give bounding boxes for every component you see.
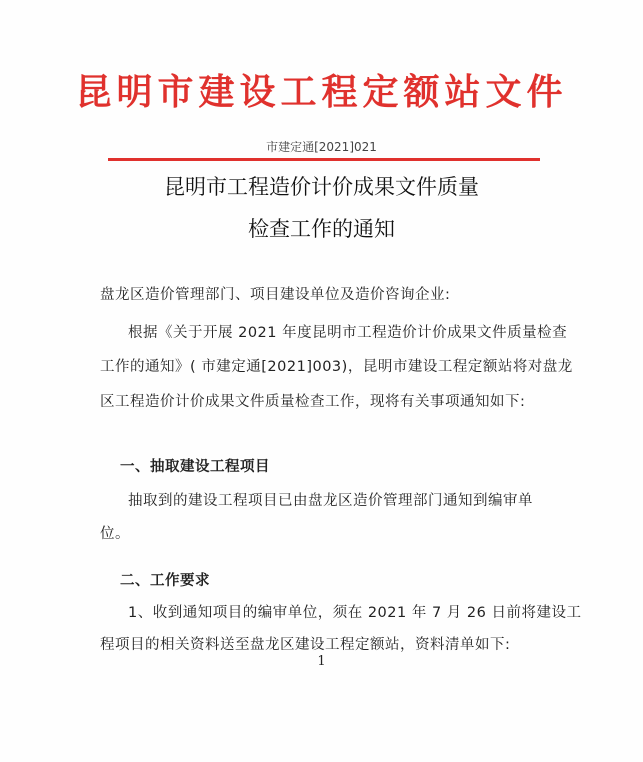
org-banner: 昆明市建设工程定额站文件 (75, 71, 568, 113)
doc-number: 市建定通[2021]021 (266, 140, 377, 154)
salutation: 盘龙区造价管理部门、项目建设单位及造价咨询企业: (100, 287, 451, 303)
section2-line-1: 1、收到通知项目的编审单位，须在 2021 年 7 月 26 日前将建设工 (128, 605, 582, 621)
section2-heading: 二、工作要求 (120, 573, 210, 589)
red-divider (108, 158, 540, 161)
page-number: 1 (317, 654, 326, 669)
doc-title-line1: 昆明市工程造价计价成果文件质量 (164, 175, 479, 199)
section2-line-2: 程项目的相关资料送至盘龙区建设工程定额站，资料清单如下: (100, 637, 511, 653)
section1-heading: 一、抽取建设工程项目 (120, 459, 270, 475)
intro-line-1: 根据《关于开展 2021 年度昆明市工程造价计价成果文件质量检查 (128, 325, 568, 341)
doc-title-line2: 检查工作的通知 (248, 217, 395, 241)
intro-line-2: 工作的通知》( 市建定通[2021]003)，昆明市建设工程定额站将对盘龙 (100, 359, 573, 375)
section1-line-2: 位。 (100, 526, 130, 542)
section1-line-1: 抽取到的建设工程项目已由盘龙区造价管理部门通知到编审单 (128, 493, 533, 509)
intro-line-3: 区工程造价计价成果文件质量检查工作，现将有关事项通知如下: (100, 394, 526, 410)
